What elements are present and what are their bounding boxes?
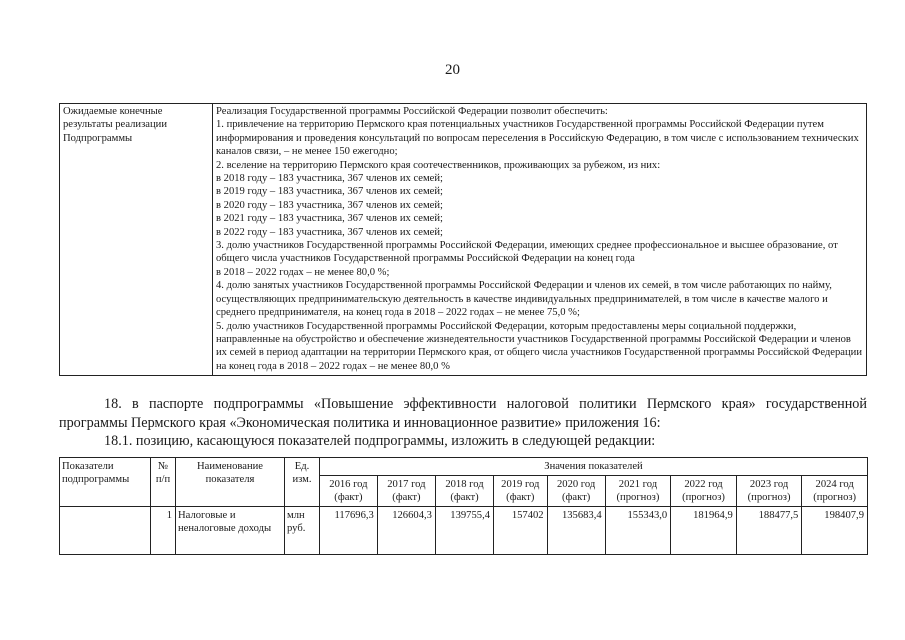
results-line: 2. вселение на территорию Пермского края соотечественников, проживающих за рубежом, из них: <box>216 159 661 171</box>
results-line: Реализация Государственной программы Российской Федерации позволит обеспечить: <box>216 106 608 117</box>
cell-value: 135683,4 <box>547 507 605 555</box>
cell-unit: млн руб. <box>285 507 320 555</box>
header-no: № п/п <box>151 458 176 507</box>
header-year: 2016 год (факт) <box>320 476 378 507</box>
table-row <box>60 507 868 555</box>
cell-value: 198407,9 <box>802 507 868 555</box>
expected-results-label: Ожидаемые конечные результаты реализации Подпрограммы <box>60 104 213 376</box>
header-year: 2022 год (прогноз) <box>671 476 737 507</box>
table-row <box>60 104 867 376</box>
cell-value: 126604,3 <box>377 507 435 555</box>
expected-results-content <box>213 104 867 376</box>
indicators-table <box>59 457 868 555</box>
header-year: 2020 год (факт) <box>547 476 605 507</box>
results-line: в 2021 году – 183 участника, 367 членов их семей; <box>216 213 443 225</box>
header-year: 2023 год (прогноз) <box>736 476 802 507</box>
header-year: 2019 год (факт) <box>494 476 548 507</box>
header-name: Наименование показателя <box>176 458 285 507</box>
cell-value: 181964,9 <box>671 507 737 555</box>
cell-name: Налоговые и неналоговые доходы <box>176 507 285 555</box>
header-values: Значения показателей <box>320 458 868 476</box>
cell-value: 157402 <box>494 507 548 555</box>
cell-no: 1 <box>151 507 176 555</box>
cell-value: 117696,3 <box>320 507 378 555</box>
results-line: 3. долю участников Государственной программы Российской Федерации, имеющих среднее профессиональное и высшее образование, от общего числа участников Государственной программы Российской Федерации на конец года <box>216 240 838 265</box>
results-line: в 2020 году – 183 участника, 367 членов их семей; <box>216 199 443 211</box>
header-year: 2021 год (прогноз) <box>605 476 671 507</box>
results-line: в 2019 году – 183 участника, 367 членов их семей; <box>216 186 443 198</box>
results-line: 4. долю занятых участников Государственной программы Российской Федерации и членов их семей, в том числе работающих по найму, осуществляющих предпринимательскую деятельность в качестве индивидуальных предпринимателей, в том числе в качестве малого и среднего предпринимателя, на конец года в 2018 – 2022 годах – не менее 75,0 %; <box>216 280 832 319</box>
header-year: 2024 год (прогноз) <box>802 476 868 507</box>
results-line: в 2018 году – 183 участника, 367 членов их семей; <box>216 173 443 185</box>
results-line: 1. привлечение на территорию Пермского края потенциальных участников Государственной программы Российской Федерации путем информирования и проведения консультаций по вопросам переселения в Российскую Федерацию, в том числе с использованием технических каналов связи, – не менее 150 ежегодно; <box>216 119 859 158</box>
page-number: 20 <box>445 62 460 78</box>
header-year: 2018 год (факт) <box>435 476 493 507</box>
cell-value: 139755,4 <box>435 507 493 555</box>
paragraph-18: 18. в паспорте подпрограммы «Повышение эффективности налоговой политики Пермского края» государственной программы Пермского края «Экономическая политика и инновационное развитие» приложения 16: <box>59 396 867 431</box>
expected-results-table <box>59 103 867 376</box>
header-unit: Ед. изм. <box>285 458 320 507</box>
cell-empty <box>60 507 151 555</box>
header-indicators: Показатели подпрограммы <box>60 458 151 507</box>
results-line: в 2018 – 2022 годах – не менее 80,0 %; <box>216 266 390 278</box>
cell-value: 188477,5 <box>736 507 802 555</box>
results-line: в 2022 году – 183 участника, 367 членов их семей; <box>216 226 443 238</box>
results-line: 5. долю участников Государственной программы Российской Федерации, которым предоставлены меры социальной поддержки, направленные на обустройство и обеспечение жизнедеятельности участников Государственной программы Российской Федерации и членов их семей в период адаптации на территории Пермского края, от общего числа участников Государственной программы Российской Федерации на конец года в 2018 – 2022 годах – не менее 80,0 % <box>216 320 862 372</box>
cell-value: 155343,0 <box>605 507 671 555</box>
paragraph-18-1: 18.1. позицию, касающуюся показателей подпрограммы, изложить в следующей редакции: <box>104 433 656 449</box>
header-year: 2017 год (факт) <box>377 476 435 507</box>
table-header-row <box>60 458 868 476</box>
